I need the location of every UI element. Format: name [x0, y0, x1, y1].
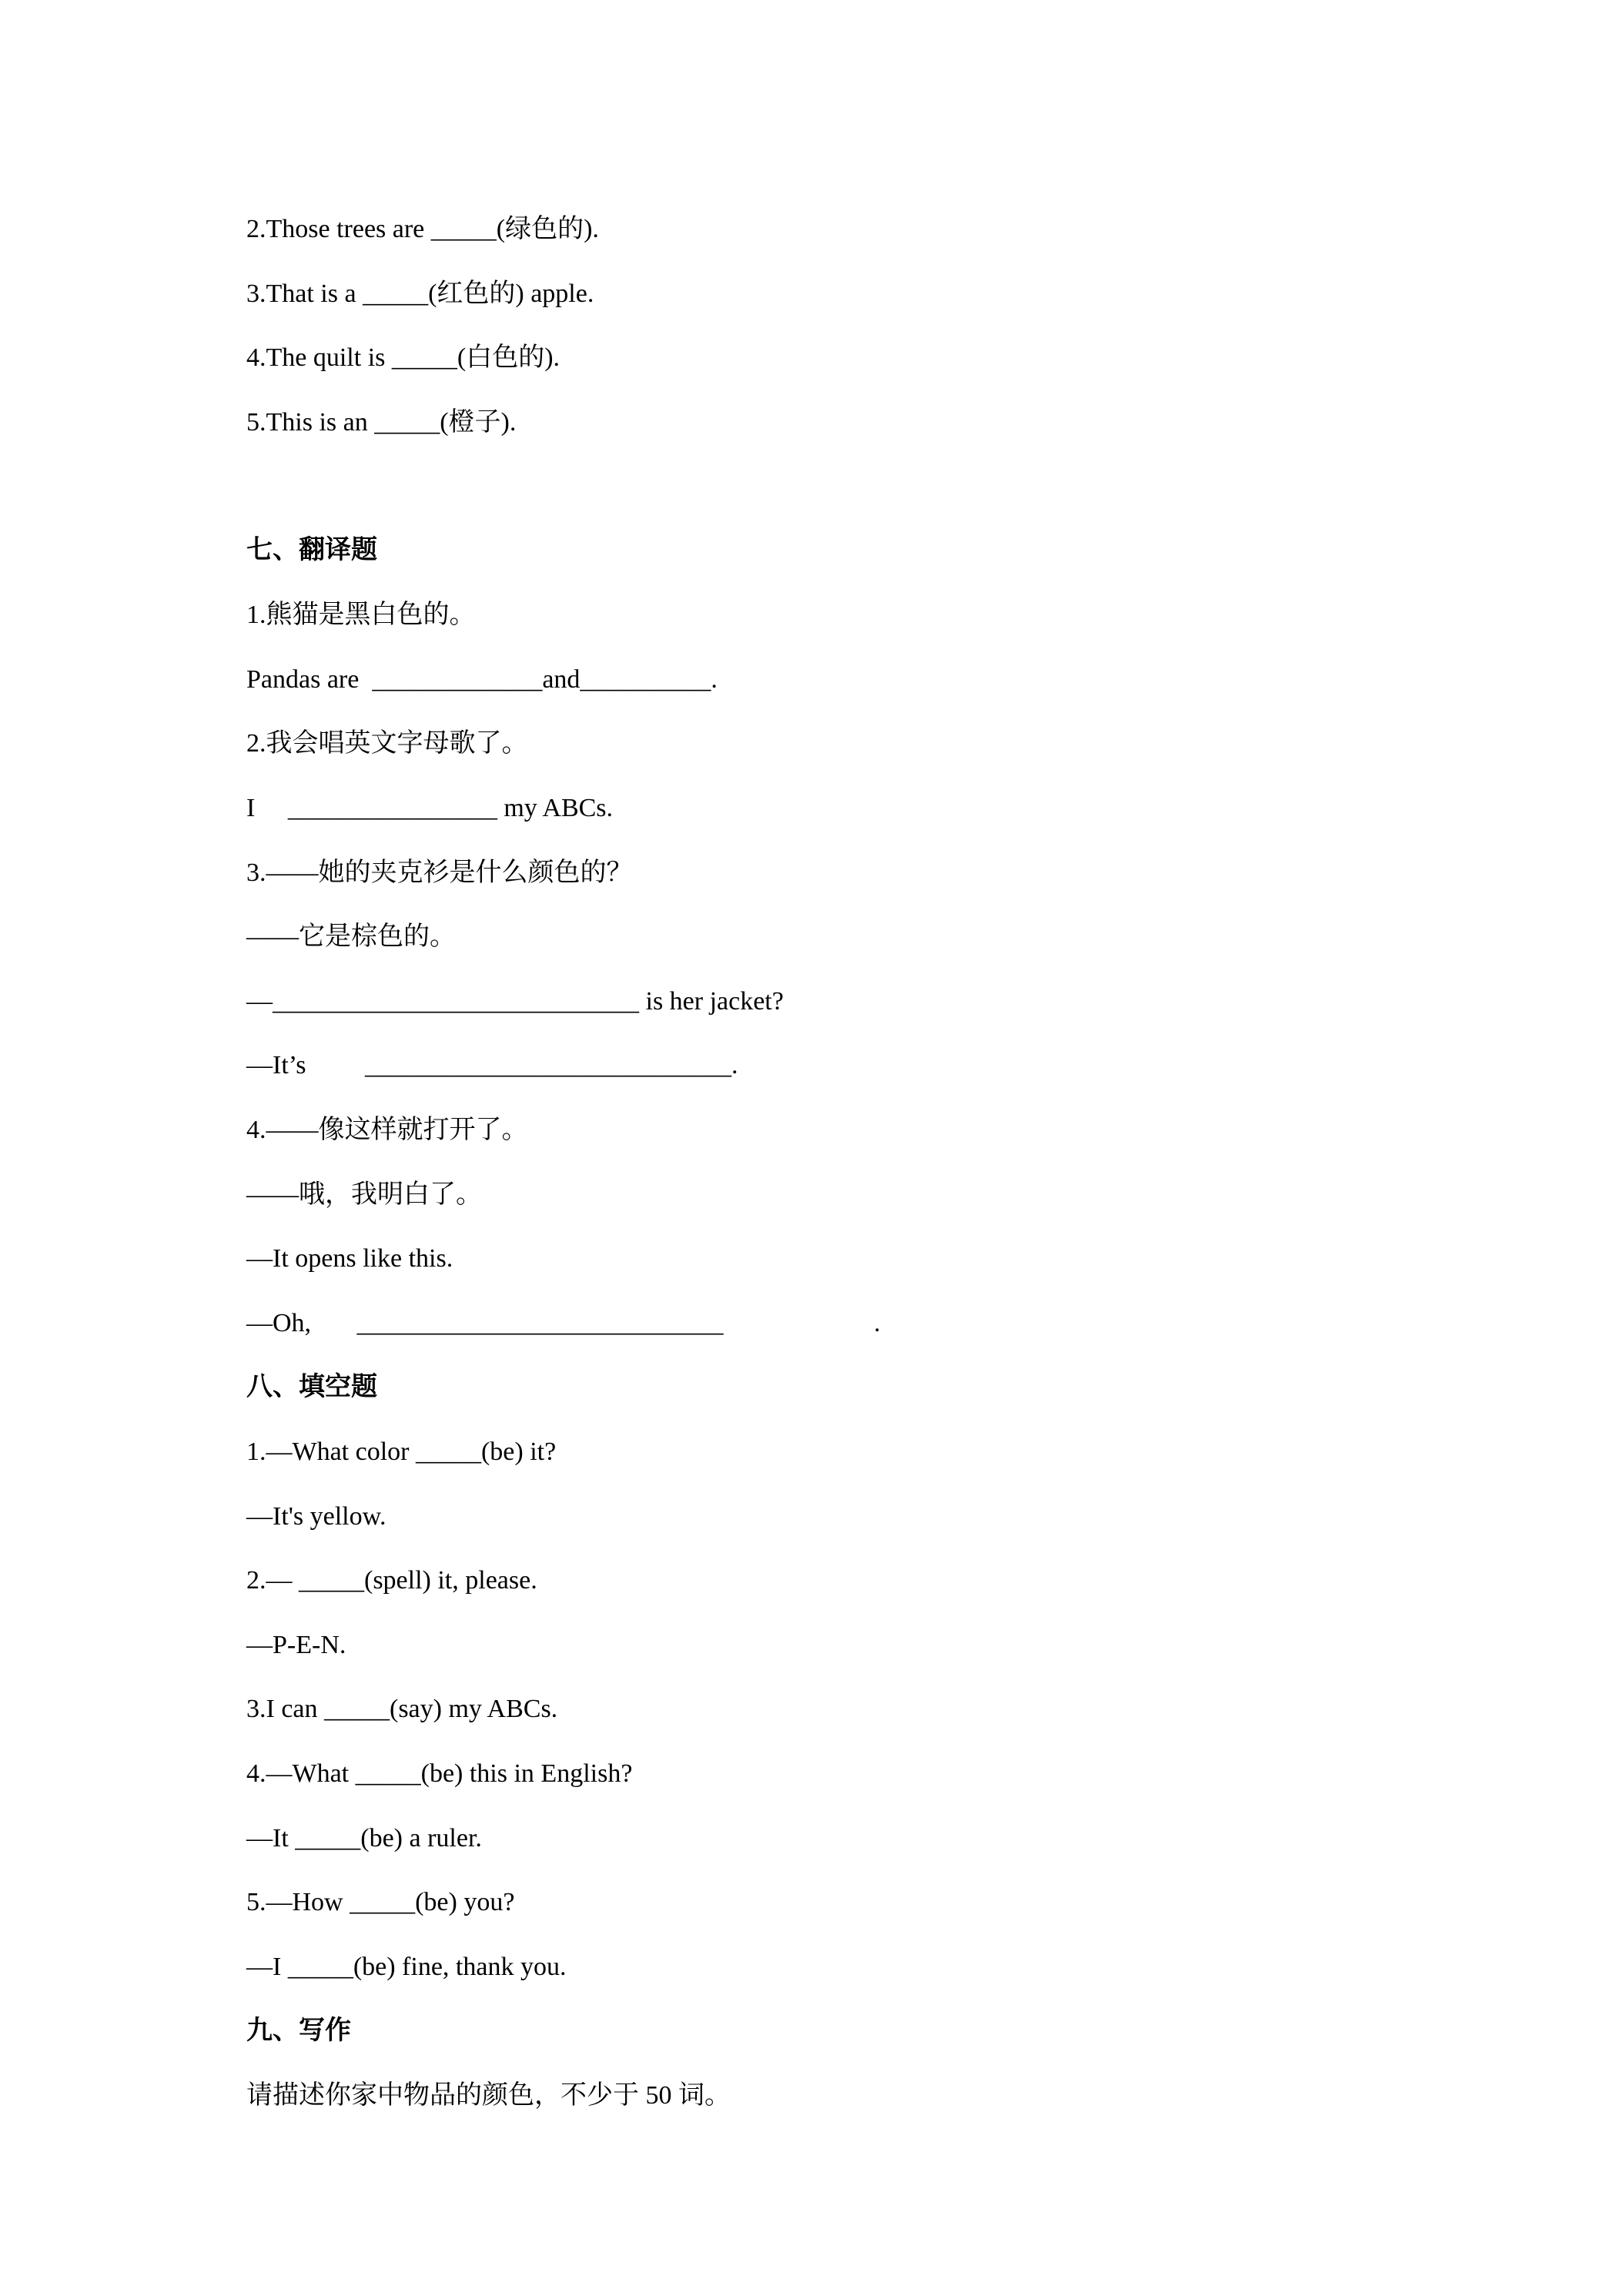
- section-heading-writing: 九、写作: [246, 2017, 351, 2045]
- answer-line: —Oh, ____________________________ .: [246, 1309, 881, 1337]
- question-line: —It's yellow.: [246, 1502, 387, 1531]
- question-line: ——它是棕色的。: [246, 922, 456, 951]
- question-line: 2.我会唱英文字母歌了。: [246, 729, 528, 758]
- question-line: ——哦，我明白了。: [246, 1180, 482, 1209]
- question-line: 2.— _____(spell) it, please.: [246, 1566, 537, 1595]
- question-line: 2.Those trees are _____(绿色的).: [246, 215, 599, 243]
- answer-line: I ________________ my ABCs.: [246, 794, 614, 822]
- answer-line: —It opens like this.: [246, 1244, 453, 1273]
- answer-line: —It’s ____________________________.: [246, 1051, 738, 1079]
- question-line: —I _____(be) fine, thank you.: [246, 1953, 567, 1981]
- question-line: 4.——像这样就打开了。: [246, 1116, 528, 1144]
- question-line: 4.The quilt is _____(白色的).: [246, 343, 561, 372]
- question-line: 4.—What _____(be) this in English?: [246, 1759, 633, 1788]
- question-line: 1.熊猫是黑白色的。: [246, 601, 476, 629]
- question-line: 3.——她的夹克衫是什么颜色的？: [246, 858, 633, 887]
- question-line: 5.This is an _____(橙子).: [246, 408, 517, 437]
- section-heading-fill-blank: 八、填空题: [246, 1373, 377, 1401]
- answer-line: Pandas are _____________and__________.: [246, 665, 718, 694]
- question-line: 3.That is a _____(红色的) apple.: [246, 279, 594, 308]
- question-line: —It _____(be) a ruler.: [246, 1824, 482, 1853]
- question-line: 3.I can _____(say) my ABCs.: [246, 1695, 558, 1723]
- question-line: —P-E-N.: [246, 1631, 346, 1659]
- question-line: 5.—How _____(be) you?: [246, 1888, 515, 1916]
- section-heading-translation: 七、翻译题: [246, 536, 377, 564]
- question-line: 1.—What color _____(be) it?: [246, 1438, 557, 1466]
- writing-prompt: 请描述你家中物品的颜色，不少于 50 词。: [246, 2081, 731, 2110]
- answer-line: —____________________________ is her jacket?: [246, 987, 784, 1016]
